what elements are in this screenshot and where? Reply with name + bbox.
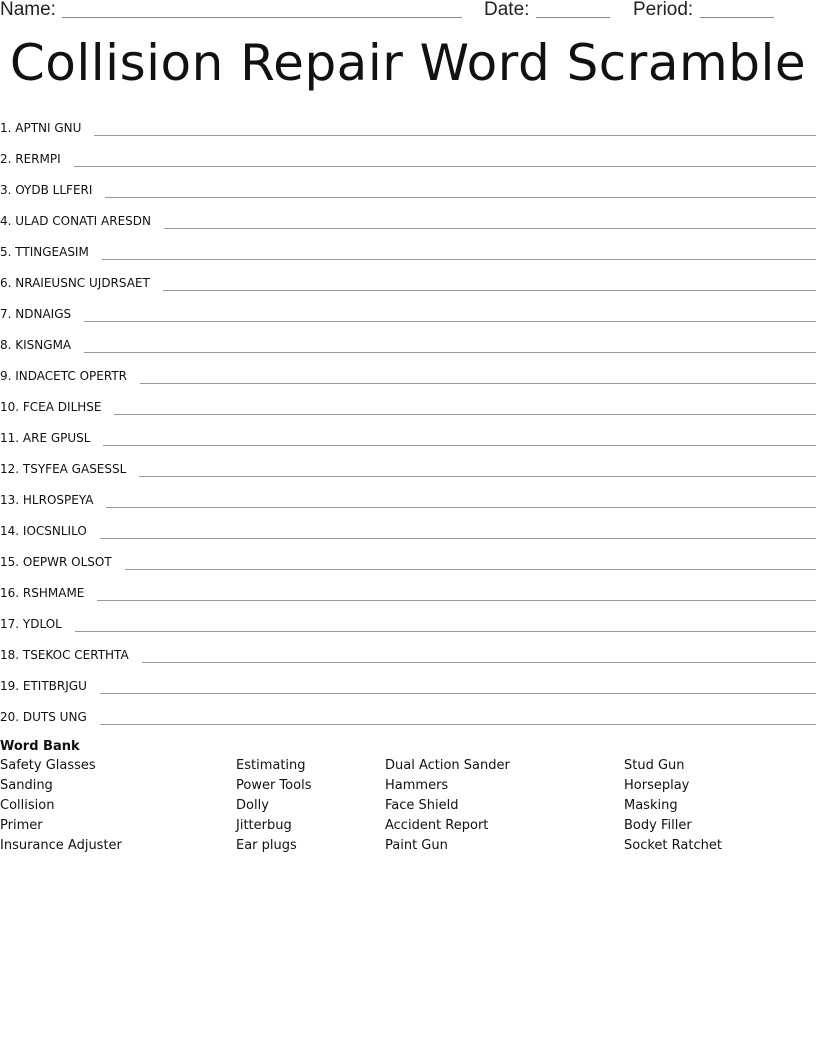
scrambled-word: 1. APTNI GNU	[0, 121, 82, 135]
word-bank-title: Word Bank	[0, 739, 80, 754]
scramble-row	[0, 109, 816, 140]
name-field[interactable]	[62, 17, 462, 18]
word-bank-item: Stud Gun	[624, 758, 685, 773]
word-bank-item: Socket Ratchet	[624, 838, 722, 853]
scrambled-word: 5. TTINGEASIM	[0, 245, 89, 259]
scrambled-word: 19. ETITBRJGU	[0, 679, 87, 693]
word-bank-item: Estimating	[236, 758, 306, 773]
answer-line[interactable]	[84, 321, 816, 322]
scrambled-word: 18. TSEKOC CERTHTA	[0, 648, 129, 662]
scrambled-word: 9. INDACETC OPERTR	[0, 369, 127, 383]
word-bank-column	[0, 756, 122, 856]
word-bank-column	[624, 756, 722, 856]
word-bank-item: Ear plugs	[236, 838, 297, 853]
answer-line[interactable]	[114, 414, 816, 415]
scramble-row	[0, 295, 816, 326]
word-bank-item: Dual Action Sander	[385, 758, 510, 773]
date-label: Date:	[484, 0, 530, 20]
scrambled-word: 4. ULAD CONATI ARESDN	[0, 214, 151, 228]
answer-line[interactable]	[100, 538, 816, 539]
answer-line[interactable]	[105, 197, 816, 198]
answer-line[interactable]	[100, 724, 816, 725]
answer-line[interactable]	[102, 259, 816, 260]
scramble-row	[0, 481, 816, 512]
scramble-row	[0, 388, 816, 419]
scramble-row	[0, 140, 816, 171]
scramble-row	[0, 512, 816, 543]
word-bank-item: Accident Report	[385, 818, 489, 833]
answer-line[interactable]	[164, 228, 816, 229]
period-label: Period:	[633, 0, 694, 20]
word-bank-item: Insurance Adjuster	[0, 838, 122, 853]
word-bank-item: Masking	[624, 798, 678, 813]
answer-line[interactable]	[84, 352, 816, 353]
word-bank	[0, 738, 816, 866]
word-bank-item: Hammers	[385, 778, 449, 793]
word-bank-item: Body Filler	[624, 818, 692, 833]
scrambled-word: 6. NRAIEUSNC UJDRSAET	[0, 276, 150, 290]
answer-line[interactable]	[163, 290, 816, 291]
scramble-row	[0, 202, 816, 233]
scramble-row	[0, 450, 816, 481]
answer-line[interactable]	[97, 600, 816, 601]
page-title: Collision Repair Word Scramble	[9, 34, 807, 92]
scrambled-word: 8. KISNGMA	[0, 338, 72, 352]
scramble-row	[0, 698, 816, 729]
scramble-row	[0, 419, 816, 450]
answer-line[interactable]	[94, 135, 816, 136]
scramble-row	[0, 667, 816, 698]
scrambled-word: 11. ARE GPUSL	[0, 431, 91, 445]
answer-line[interactable]	[74, 166, 816, 167]
word-bank-item: Power Tools	[236, 778, 312, 793]
name-label: Name:	[0, 0, 56, 20]
answer-line[interactable]	[140, 383, 816, 384]
scramble-list	[0, 109, 816, 729]
scramble-row	[0, 636, 816, 667]
scramble-row	[0, 357, 816, 388]
scramble-row	[0, 233, 816, 264]
word-bank-column	[385, 756, 510, 856]
scramble-row	[0, 574, 816, 605]
answer-line[interactable]	[139, 476, 816, 477]
scramble-row	[0, 543, 816, 574]
scramble-row	[0, 605, 816, 636]
word-bank-item: Sanding	[0, 778, 53, 793]
word-bank-item: Collision	[0, 798, 55, 813]
scrambled-word: 12. TSYFEA GASESSL	[0, 462, 127, 476]
answer-line[interactable]	[75, 631, 816, 632]
scramble-row	[0, 326, 816, 357]
date-field[interactable]	[536, 17, 610, 18]
word-bank-columns	[0, 756, 816, 866]
answer-line[interactable]	[106, 507, 816, 508]
scrambled-word: 3. OYDB LLFERI	[0, 183, 93, 197]
word-bank-item: Face Shield	[385, 798, 459, 813]
word-bank-item: Jitterbug	[236, 818, 292, 833]
answer-line[interactable]	[125, 569, 816, 570]
word-bank-item: Paint Gun	[385, 838, 448, 853]
scrambled-word: 2. RERMPI	[0, 152, 61, 166]
scrambled-word: 13. HLROSPEYA	[0, 493, 94, 507]
word-bank-item: Dolly	[236, 798, 269, 813]
worksheet-header	[0, 0, 816, 24]
scrambled-word: 20. DUTS UNG	[0, 710, 87, 724]
word-bank-column	[236, 756, 311, 856]
answer-line[interactable]	[100, 693, 816, 694]
word-bank-item: Primer	[0, 818, 43, 833]
scrambled-word: 7. NDNAIGS	[0, 307, 72, 321]
scrambled-word: 15. OEPWR OLSOT	[0, 555, 112, 569]
scramble-row	[0, 171, 816, 202]
word-bank-item: Horseplay	[624, 778, 690, 793]
scrambled-word: 14. IOCSNLILO	[0, 524, 87, 538]
answer-line[interactable]	[142, 662, 816, 663]
scrambled-word: 17. YDLOL	[0, 617, 62, 631]
scramble-row	[0, 264, 816, 295]
scrambled-word: 10. FCEA DILHSE	[0, 400, 102, 414]
period-field[interactable]	[700, 17, 774, 18]
scrambled-word: 16. RSHMAME	[0, 586, 85, 600]
answer-line[interactable]	[103, 445, 816, 446]
word-bank-item: Safety Glasses	[0, 758, 96, 773]
